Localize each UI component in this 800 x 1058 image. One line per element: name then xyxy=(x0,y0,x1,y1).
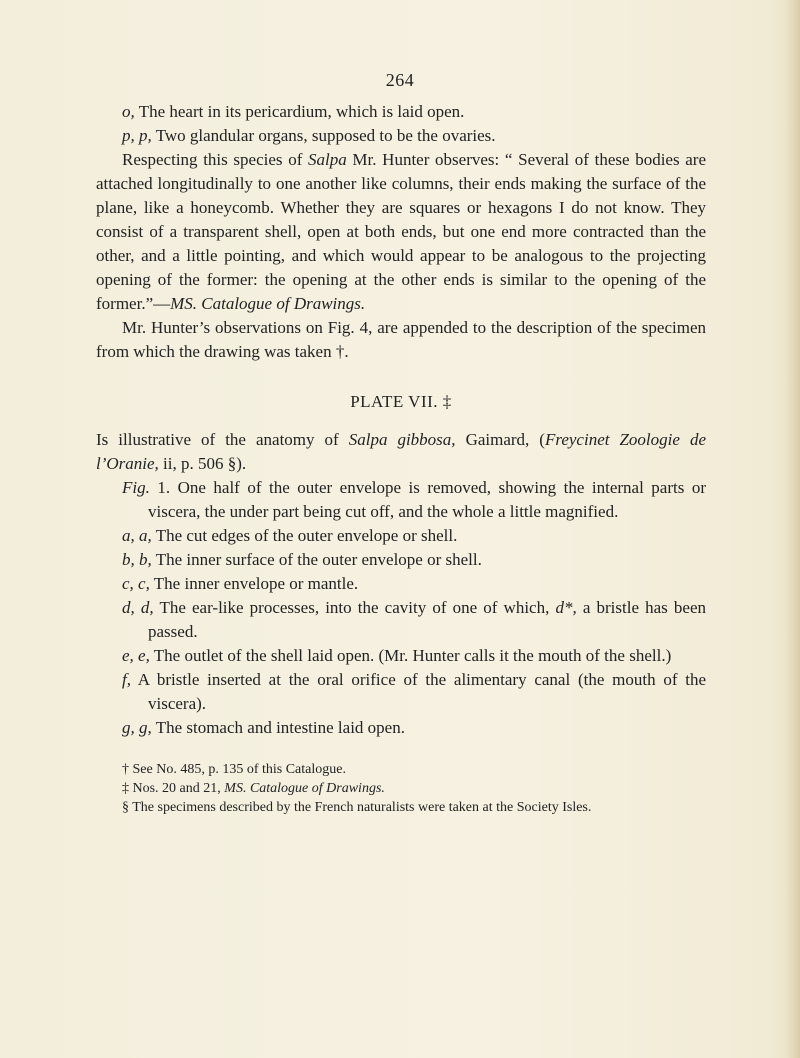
legend-text: The inner surface of the outer envelope or shell. xyxy=(151,550,482,569)
paragraph-plate-intro xyxy=(96,428,706,476)
legend-key: o, xyxy=(122,102,135,121)
paragraph-fig4: Mr. Hunter’s observations on Fig. 4, are appended to the description of the specimen from which the drawing was taken †. xyxy=(96,318,706,361)
page-number: 264 xyxy=(385,70,415,90)
legend-text: The inner envelope or mantle. xyxy=(149,574,359,593)
legend-key: f, xyxy=(122,670,131,689)
para-body: Mr. Hunter observes: “ Several of these bodies are attached longitudinally to one another like columns, their ends making the surface of the plane, like a honeycomb. Whether they are squares or hexagons I do not know. They consist of a transparent shell, open at both ends, but one end more contracted than the other, and a little pointing, and which would appear to be analogous to the projecting opening of the former: the opening at the other ends is similar to the opening of the former.”— xyxy=(96,150,706,313)
footnotes xyxy=(96,760,706,817)
species-name: Salpa gibbosa, xyxy=(348,430,456,449)
legend-text: The cut edges of the outer envelope or shell. xyxy=(151,526,458,545)
legend-item-c xyxy=(96,572,706,596)
legend-key: d, d, xyxy=(122,598,154,617)
legend-key: a, a, xyxy=(122,526,152,545)
fig-label: Fig. xyxy=(122,478,150,497)
work-title: Freycinet Zoologie de l’Oranie, xyxy=(96,430,706,473)
footnote-section: § The specimens described by the French naturalists were taken at the Society Isles. xyxy=(122,800,592,815)
source-citation: MS. Catalogue of Drawings. xyxy=(170,294,366,313)
legend-text: Two glandular organs, supposed to be the ovaries. xyxy=(151,126,496,145)
body-text xyxy=(96,100,706,817)
legend-item-f xyxy=(96,668,706,716)
legend-key: b, b, xyxy=(122,550,152,569)
legend-key: e, e, xyxy=(122,646,150,665)
legend-text: The ear-like processes, into the cavity of one of which, xyxy=(153,598,556,617)
footnote-dagger: † See No. 485, p. 135 of this Catalogue. xyxy=(122,762,346,777)
legend-text: A bristle inserted at the oral orifice of the alimentary canal (the mouth of the viscera). xyxy=(130,670,706,713)
para-mid: Gaimard, ( xyxy=(455,430,545,449)
legend-key: g, g, xyxy=(122,718,152,737)
paragraph-hunter-quote xyxy=(96,148,706,316)
legend-item-b xyxy=(96,548,706,572)
legend-item-g xyxy=(96,716,706,740)
para-tail: ii, p. 506 §). xyxy=(158,454,247,473)
page-edge xyxy=(786,0,800,1058)
para-lead: Is illustrative of the anatomy of xyxy=(96,430,349,449)
legend-key: c, c, xyxy=(122,574,150,593)
legend-text: The heart in its pericardium, which is laid open. xyxy=(134,102,465,121)
figure-1-description xyxy=(96,476,706,524)
footnote-double-dagger xyxy=(96,779,706,798)
legend-key: d*, xyxy=(555,598,577,617)
footnote-citation: MS. Catalogue of Drawings. xyxy=(224,781,385,796)
species-name: Salpa xyxy=(308,150,347,169)
legend-item-d xyxy=(96,596,706,644)
legend-item-e xyxy=(96,644,706,668)
legend-text: a bristle has been passed. xyxy=(148,598,706,641)
fig-text: 1. One half of the outer envelope is removed, showing the internal parts or viscera, the under part being cut off, and the whole a little magnified. xyxy=(148,478,706,521)
plate-heading: PLATE VII. ‡ xyxy=(350,392,452,411)
legend-item-o xyxy=(96,100,706,124)
legend-key: p, p, xyxy=(122,126,152,145)
legend-text: The stomach and intestine laid open. xyxy=(151,718,405,737)
legend-item-p xyxy=(96,124,706,148)
legend-item-a xyxy=(96,524,706,548)
para-lead: Respecting this species of xyxy=(122,150,309,169)
legend-text: The outlet of the shell laid open. (Mr. Hunter calls it the mouth of the shell.) xyxy=(149,646,672,665)
footnote-text: ‡ Nos. 20 and 21, xyxy=(122,781,225,796)
